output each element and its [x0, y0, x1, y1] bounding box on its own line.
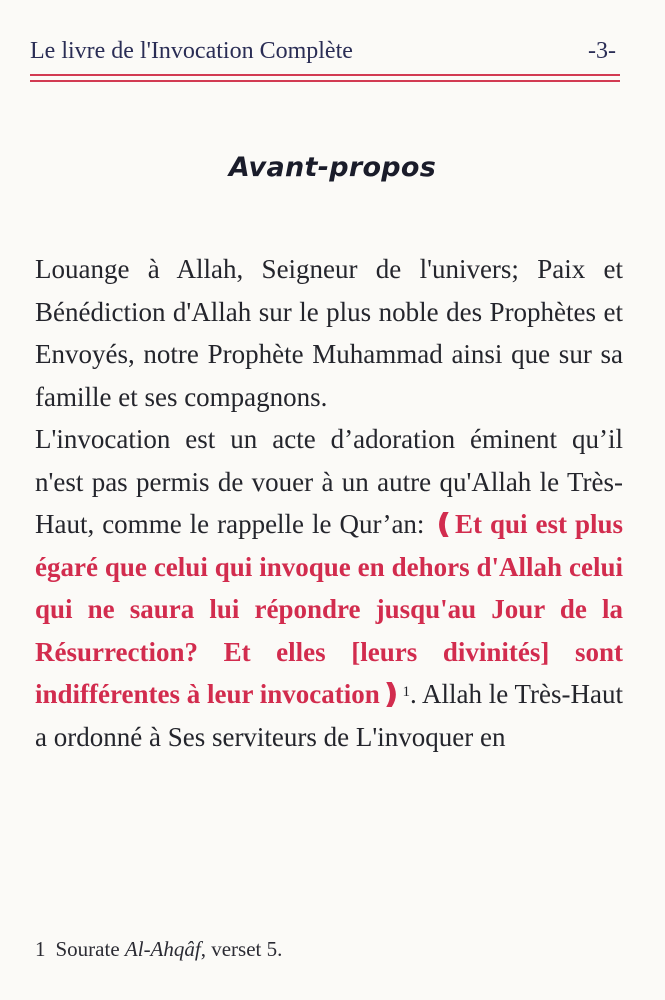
paragraph-2-intro: L'invocation est un acte d’adoration éminent qu’il n'est pas permis de vouer à un autre qu'Allah le Très-Haut, comme le rappelle le Qur’an: [35, 424, 623, 539]
footnote-reference: 1 [402, 684, 410, 700]
footnote-prefix: Sourate [55, 937, 120, 961]
header-rule-top [30, 74, 620, 76]
quote-open-brace: ❪ [432, 509, 456, 539]
running-title: Le livre de l'Invocation Complète [30, 38, 353, 64]
footnote-suffix: , verset 5. [200, 937, 283, 961]
footnote-number: 1 [35, 937, 46, 961]
quote-close-brace: ❫ [379, 679, 403, 709]
paragraph-1: Louange à Allah, Seigneur de l'univers; Paix et Bénédiction d'Allah sur le plus noble des Prophètes et Envoyés, notre Prophète Muhammad ainsi que sur sa famille et ses compagnons. [35, 254, 623, 412]
paragraph-2 [35, 418, 623, 758]
header-rule-bottom [30, 80, 620, 82]
body-text [35, 248, 623, 758]
footnote-source: Al-Ahqâf [124, 937, 201, 961]
paragraph-2-continuation: . Allah le Très-Haut a ordonné à Ses serviteurs de L'invoquer en [35, 679, 623, 752]
page-number: -3- [588, 38, 616, 64]
page-header [30, 38, 620, 72]
footnote [35, 937, 282, 962]
section-heading: Avant-propos [228, 152, 437, 183]
quran-quote: Et qui est plus égaré que celui qui invoque en dehors d'Allah celui qui ne saura lui répondre jusqu'au Jour de la Résurrection? Et elles [leurs divinités] sont indifférentes à leur invocation [35, 509, 623, 709]
